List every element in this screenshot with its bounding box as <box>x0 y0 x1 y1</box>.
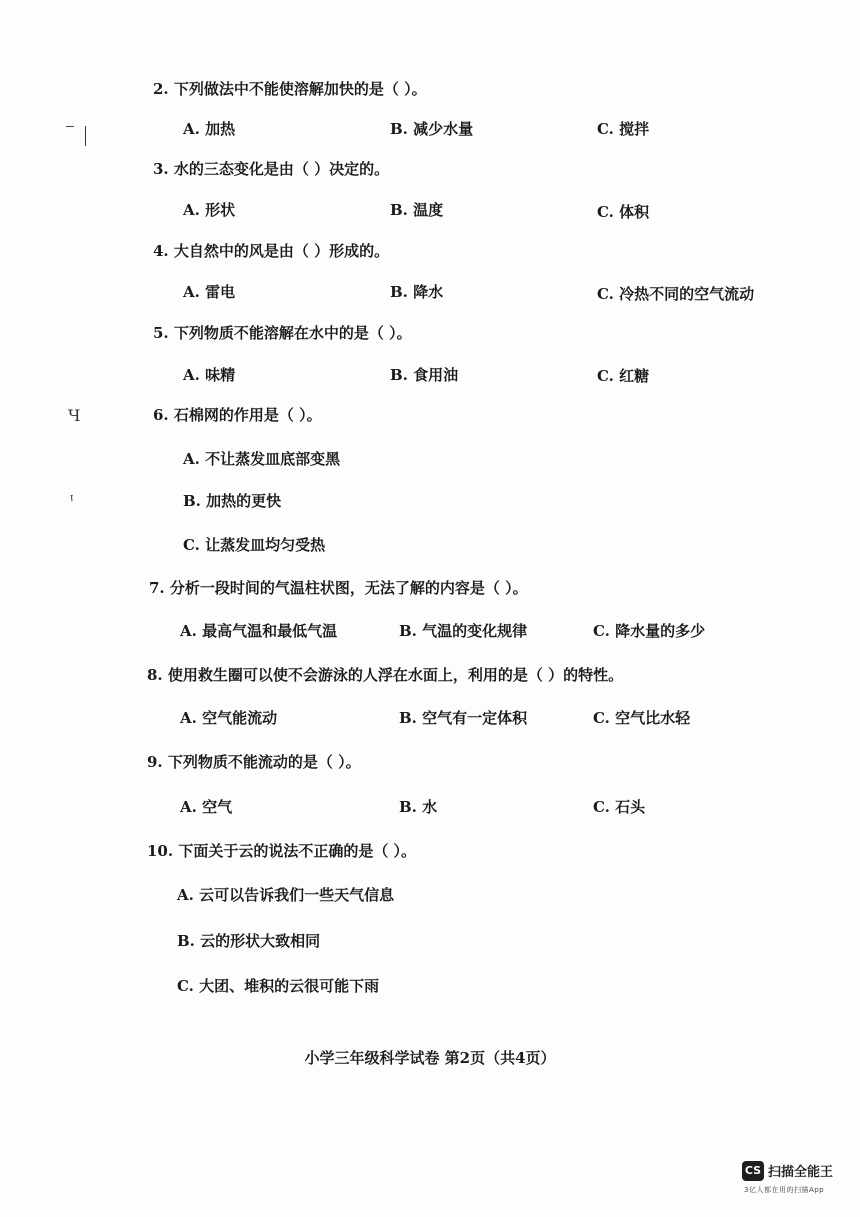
q7-option-a: A. 最高气温和最低气温 <box>180 622 338 640</box>
q10-option-b: B. 云的形状大致相同 <box>177 932 321 950</box>
q9-option-b: B. 水 <box>399 798 438 816</box>
question-6: 6. 石棉网的作用是（ ）。 <box>153 406 322 424</box>
q6-option-c: C. 让蒸发皿均匀受热 <box>183 536 326 554</box>
q5-option-b: B. 食用油 <box>390 366 459 384</box>
question-7: 7. 分析一段时间的气温柱状图，无法了解的内容是（ ）。 <box>149 579 528 597</box>
margin-dash <box>66 126 74 127</box>
cs-logo-icon: CS <box>742 1161 764 1181</box>
logo-tagline: 3亿人都在用的扫描App <box>744 1186 825 1194</box>
question-5: 5. 下列物质不能溶解在水中的是（ ）。 <box>153 324 412 342</box>
question-2: 2. 下列做法中不能使溶解加快的是（ ）。 <box>153 80 427 98</box>
q6-option-a: A. 不让蒸发皿底部变黑 <box>183 450 341 468</box>
q3-option-b: B. 温度 <box>390 201 444 219</box>
q10-option-a: A. 云可以告诉我们一些天气信息 <box>177 886 395 904</box>
q10-option-c: C. 大团、堆积的云很可能下雨 <box>177 977 380 995</box>
q5-option-a: A. 味精 <box>183 366 236 384</box>
q7-option-c: C. 降水量的多少 <box>593 622 706 640</box>
question-9: 9. 下列物质不能流动的是（ ）。 <box>147 753 361 771</box>
question-3: 3. 水的三态变化是由（ ）决定的。 <box>153 160 390 178</box>
q9-option-c: C. 石头 <box>593 798 646 816</box>
logo-name: 扫描全能王 <box>768 1165 834 1180</box>
question-4: 4. 大自然中的风是由（ ）形成的。 <box>153 242 390 260</box>
q4-option-a: A. 雷电 <box>183 283 236 301</box>
q8-option-b: B. 空气有一定体积 <box>399 709 528 727</box>
q2-option-c: C. 搅拌 <box>597 120 650 138</box>
q2-option-b: B. 减少水量 <box>390 120 474 138</box>
q6-option-b: B. 加热的更快 <box>183 492 282 510</box>
question-10: 10. 下面关于云的说法不正确的是（ ）。 <box>147 842 417 860</box>
q5-option-c: C. 红糖 <box>597 367 650 385</box>
q4-option-b: B. 降水 <box>390 283 444 301</box>
margin-mark: Ч <box>68 406 81 425</box>
q3-option-a: A. 形状 <box>183 201 236 219</box>
q7-option-b: B. 气温的变化规律 <box>399 622 528 640</box>
q4-option-c: C. 冷热不同的空气流动 <box>597 285 755 303</box>
scanner-logo <box>742 1160 833 1181</box>
q8-option-c: C. 空气比水轻 <box>593 709 691 727</box>
margin-mark: ᵎ <box>70 490 73 509</box>
q2-option-a: A. 加热 <box>183 120 236 138</box>
q3-option-c: C. 体积 <box>597 203 650 221</box>
q9-option-a: A. 空气 <box>180 798 233 816</box>
question-8: 8. 使用救生圈可以使不会游泳的人浮在水面上，利用的是（ ）的特性。 <box>147 666 624 684</box>
page-footer: 小学三年级科学试卷 第2页（共4页） <box>304 1049 556 1067</box>
q8-option-a: A. 空气能流动 <box>180 709 278 727</box>
margin-line <box>85 126 86 146</box>
